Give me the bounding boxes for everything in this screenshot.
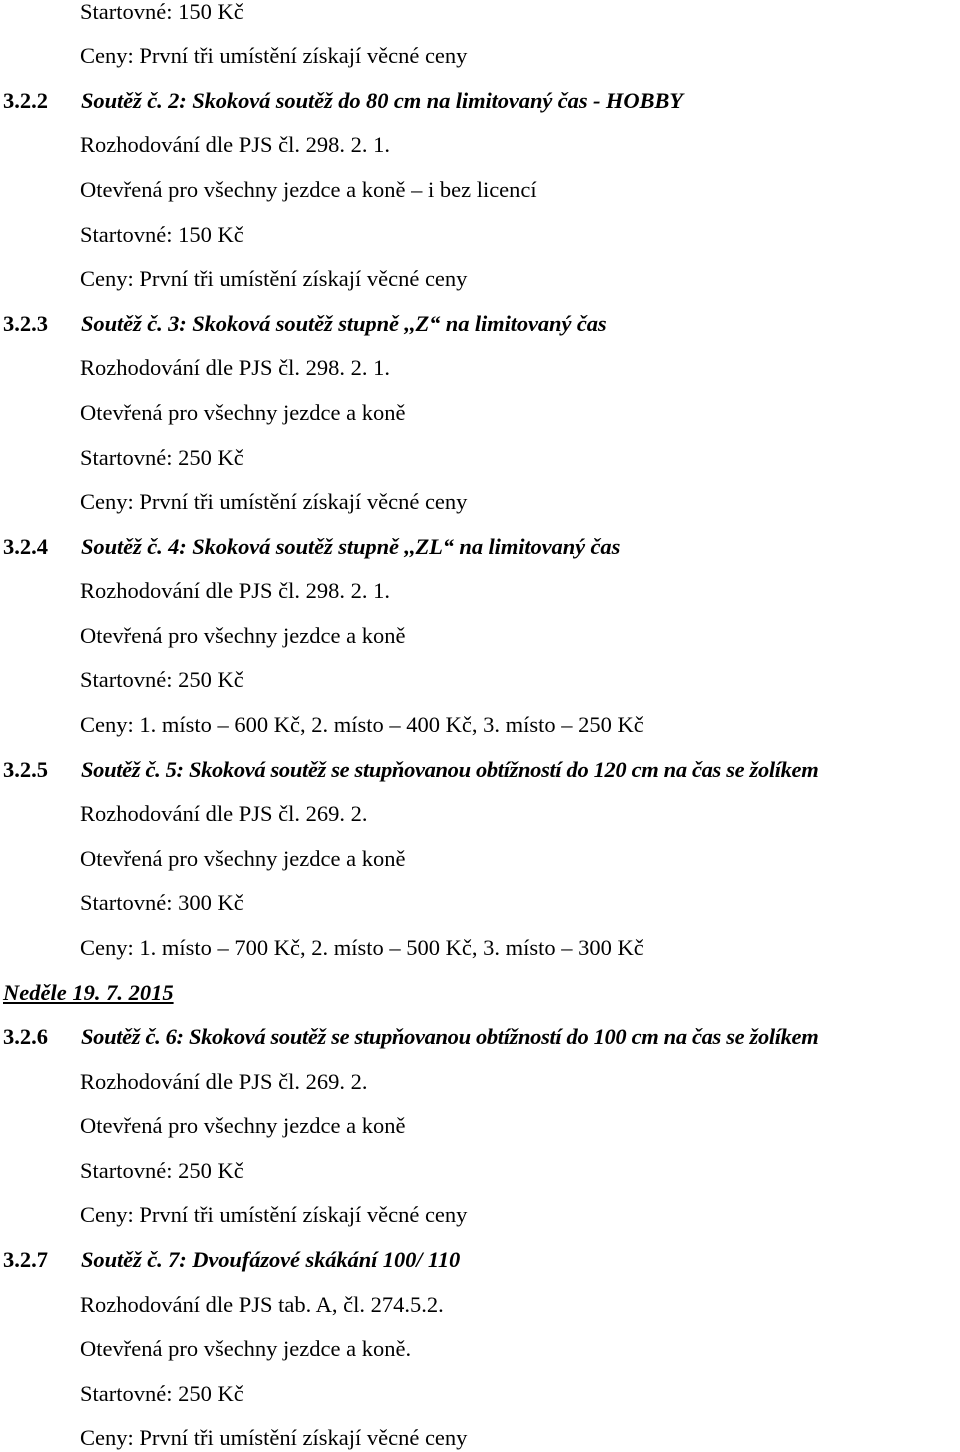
start-fee-text: Startovné: 150 Kč	[80, 222, 244, 247]
section-number: 3.2.4	[3, 534, 48, 559]
rules-text: Rozhodování dle PJS čl. 269. 2.	[80, 801, 368, 826]
start-fee-text: Startovné: 250 Kč	[80, 445, 244, 470]
section-number: 3.2.6	[3, 1024, 48, 1049]
eligibility-text: Otevřená pro všechny jezdce a koně	[80, 400, 406, 425]
section-heading: Soutěž č. 6: Skoková soutěž se stupňovanou obtížností do 100 cm na čas se žolíkem	[81, 1024, 819, 1049]
start-fee-text: Startovné: 150 Kč	[80, 0, 244, 24]
section-number: 3.2.2	[3, 88, 48, 113]
prizes-text: Ceny: První tři umístění získají věcné ceny	[80, 43, 468, 68]
prizes-text: Ceny: První tři umístění získají věcné ceny	[80, 1202, 468, 1227]
prizes-text: Ceny: 1. místo – 600 Kč, 2. místo – 400 Kč, 3. místo – 250 Kč	[80, 712, 644, 737]
rules-text: Rozhodování dle PJS čl. 298. 2. 1.	[80, 578, 390, 603]
prizes-text: Ceny: První tři umístění získají věcné ceny	[80, 266, 468, 291]
section-heading: Soutěž č. 5: Skoková soutěž se stupňovanou obtížností do 120 cm na čas se žolíkem	[81, 757, 819, 782]
eligibility-text: Otevřená pro všechny jezdce a koně – i bez licencí	[80, 177, 537, 202]
eligibility-text: Otevřená pro všechny jezdce a koně	[80, 846, 406, 871]
section-number: 3.2.7	[3, 1247, 48, 1272]
rules-text: Rozhodování dle PJS tab. A, čl. 274.5.2.	[80, 1292, 444, 1317]
section-heading: Soutěž č. 4: Skoková soutěž stupně ,,ZL“ na limitovaný čas	[81, 534, 621, 559]
start-fee-text: Startovné: 250 Kč	[80, 1381, 244, 1406]
day-heading: Neděle 19. 7. 2015	[3, 980, 174, 1005]
start-fee-text: Startovné: 250 Kč	[80, 667, 244, 692]
section-number: 3.2.5	[3, 757, 48, 782]
prizes-text: Ceny: První tři umístění získají věcné ceny	[80, 1425, 468, 1450]
rules-text: Rozhodování dle PJS čl. 298. 2. 1.	[80, 132, 390, 157]
eligibility-text: Otevřená pro všechny jezdce a koně	[80, 623, 406, 648]
start-fee-text: Startovné: 250 Kč	[80, 1158, 244, 1183]
section-heading: Soutěž č. 7: Dvoufázové skákání 100/ 110	[81, 1247, 461, 1272]
eligibility-text: Otevřená pro všechny jezdce a koně.	[80, 1336, 412, 1361]
prizes-text: Ceny: První tři umístění získají věcné ceny	[80, 489, 468, 514]
section-number: 3.2.3	[3, 311, 48, 336]
rules-text: Rozhodování dle PJS čl. 298. 2. 1.	[80, 355, 390, 380]
section-heading: Soutěž č. 3: Skoková soutěž stupně ,,Z“ na limitovaný čas	[81, 311, 607, 336]
prizes-text: Ceny: 1. místo – 700 Kč, 2. místo – 500 Kč, 3. místo – 300 Kč	[80, 935, 644, 960]
section-heading: Soutěž č. 2: Skoková soutěž do 80 cm na limitovaný čas - HOBBY	[81, 88, 683, 113]
eligibility-text: Otevřená pro všechny jezdce a koně	[80, 1113, 406, 1138]
start-fee-text: Startovné: 300 Kč	[80, 890, 244, 915]
rules-text: Rozhodování dle PJS čl. 269. 2.	[80, 1069, 368, 1094]
